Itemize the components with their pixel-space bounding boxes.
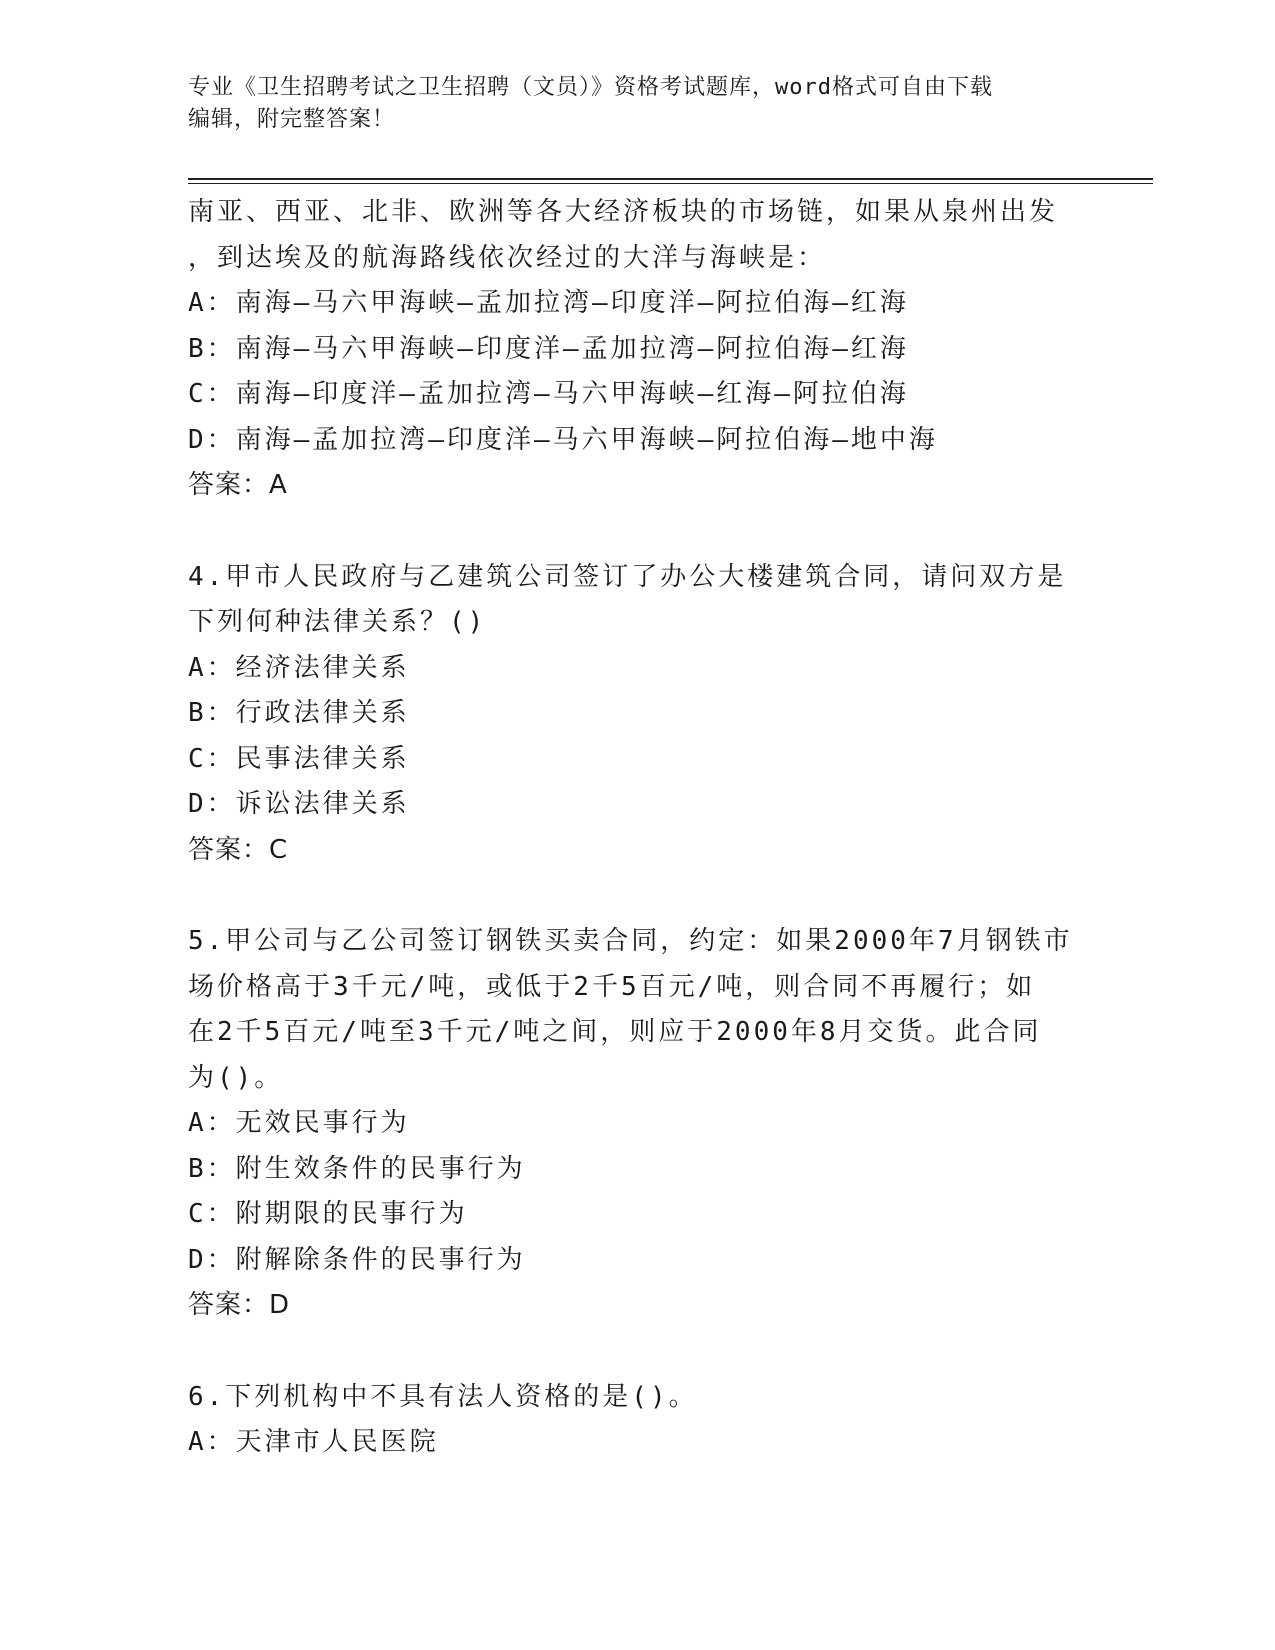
option-c: C：南海—印度洋—孟加拉湾—马六甲海峡—红海—阿拉伯海 (188, 379, 909, 409)
option-c: C：附期限的民事行为 (188, 1199, 468, 1229)
header-line-2: 编辑，附完整答案！ (188, 107, 396, 132)
header-divider (188, 178, 1153, 184)
option-d: D：诉讼法律关系 (188, 789, 410, 819)
question-list (188, 190, 1088, 1466)
question-3 (188, 190, 1088, 509)
question-stem-line: 下列何种法律关系？() (188, 607, 487, 637)
question-4 (188, 555, 1088, 874)
option-b: B：附生效条件的民事行为 (188, 1153, 526, 1184)
question-stem-line: 场价格高于3千元/吨，或低于2千5百元/吨，则合同不再履行；如 (188, 971, 1036, 1002)
option-d: D：南海—孟加拉湾—印度洋—马六甲海峡—阿拉伯海—地中海 (188, 424, 938, 455)
spacer (188, 509, 1088, 555)
answer-label: 答案：A (188, 470, 288, 500)
question-stem-line: 4.甲市人民政府与乙建筑公司签订了办公大楼建筑合同，请问双方是 (188, 561, 1067, 592)
spacer (188, 873, 1088, 919)
answer-label: 答案：D (188, 1290, 291, 1320)
question-stem-line: 南亚、西亚、北非、欧洲等各大经济板块的市场链，如果从泉州出发 (188, 197, 1059, 227)
question-5 (188, 919, 1088, 1329)
option-d: D：附解除条件的民事行为 (188, 1244, 526, 1275)
option-a: A：经济法律关系 (188, 652, 410, 683)
header-line-1: 专业《卫生招聘考试之卫生招聘（文员）》资格考试题库，word格式可自由下载 (188, 75, 993, 100)
option-c: C：民事法律关系 (188, 743, 410, 774)
question-6 (188, 1375, 1088, 1466)
option-a: A：南海—马六甲海峡—孟加拉湾—印度洋—阿拉伯海—红海 (188, 288, 909, 318)
question-stem-line: 在2千5百元/吨至3千元/吨之间，则应于2000年8月交货。此合同 (188, 1017, 1042, 1047)
question-stem-line: 为()。 (188, 1062, 284, 1093)
question-stem-line: ，到达埃及的航海路线依次经过的大洋与海峡是： (188, 242, 827, 273)
option-b: B：行政法律关系 (188, 698, 410, 728)
option-a: A：无效民事行为 (188, 1108, 410, 1138)
document-header (188, 72, 1088, 136)
question-stem-line: 5.甲公司与乙公司签订钢铁买卖合同，约定：如果2000年7月钢铁市 (188, 926, 1073, 956)
option-a: A：天津市人民医院 (188, 1427, 439, 1457)
answer-label: 答案：C (188, 834, 289, 865)
spacer (188, 1329, 1088, 1375)
option-b: B：南海—马六甲海峡—印度洋—孟加拉湾—阿拉伯海—红海 (188, 333, 909, 364)
question-stem-line: 6.下列机构中不具有法人资格的是()。 (188, 1381, 698, 1412)
